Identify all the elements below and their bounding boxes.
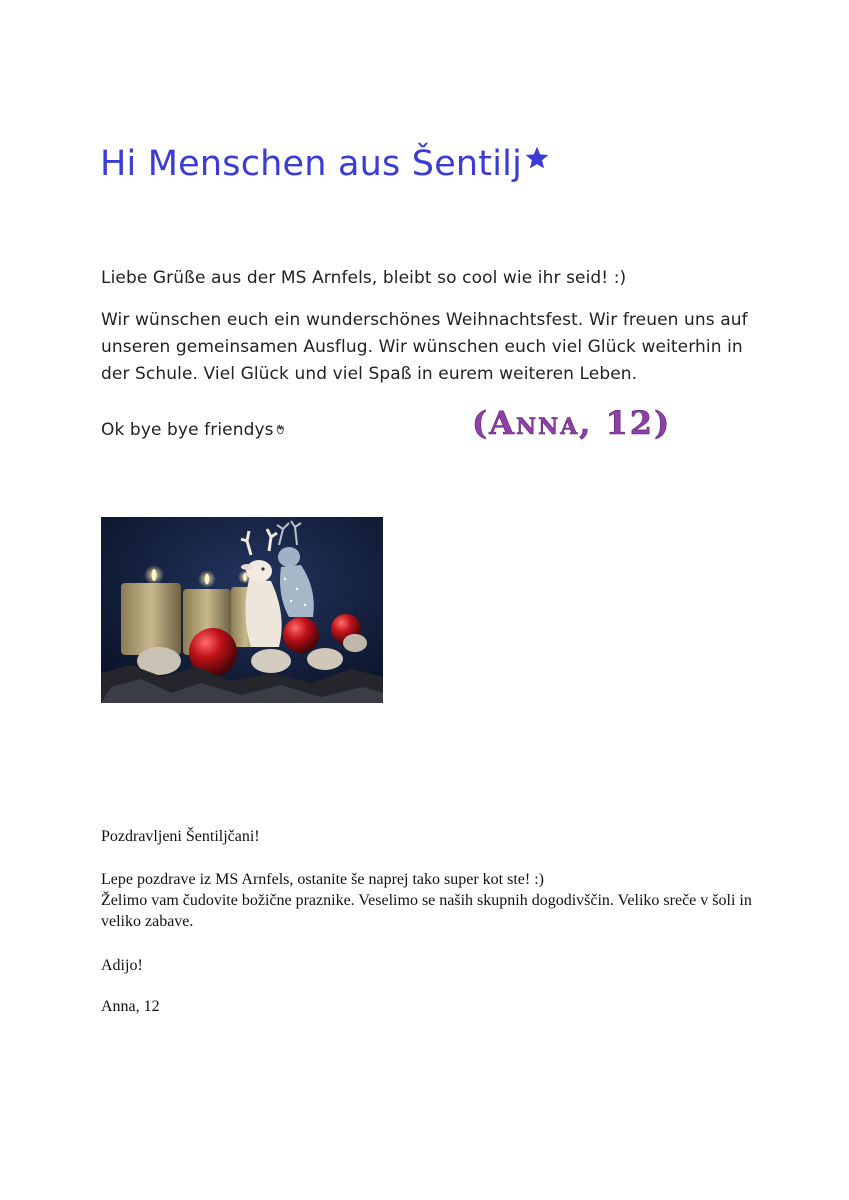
german-bye-text: Ok bye bye friendys — [101, 420, 274, 440]
page-title — [100, 144, 550, 184]
german-signature: (Anna, 12) — [472, 404, 672, 442]
slovenian-greeting: Pozdravljeni Šentiljčani! — [101, 828, 260, 845]
christmas-candles-photo — [101, 517, 383, 703]
title-text: Hi Menschen aus Šentilj — [100, 144, 523, 184]
waving-hand-icon — [275, 423, 287, 435]
slovenian-signature: Anna, 12 — [101, 998, 160, 1015]
german-greeting: Liebe Grüße aus der MS Arnfels, bleibt so cool wie ihr seid! :) — [101, 268, 627, 288]
slovenian-line-2: Želimo vam čudovite božične praznike. Veselimo se naših skupnih dogodivščin. Veliko sreče v šoli in veliko zabave. — [101, 892, 752, 930]
slovenian-body — [101, 869, 761, 932]
slovenian-line-1: Lepe pozdrave iz MS Arnfels, ostanite še naprej tako super kot ste! :) — [101, 871, 544, 888]
slovenian-farewell: Adijo! — [101, 957, 143, 974]
german-wishes: Wir wünschen euch ein wunderschönes Weihnachtsfest. Wir freuen uns auf unseren gemeinsamen Ausflug. Wir wünschen euch viel Glück weiterhin in der Schule. Viel Glück und viel Spaß in eurem weiteren Leben. — [101, 310, 748, 384]
star-icon — [524, 145, 550, 171]
